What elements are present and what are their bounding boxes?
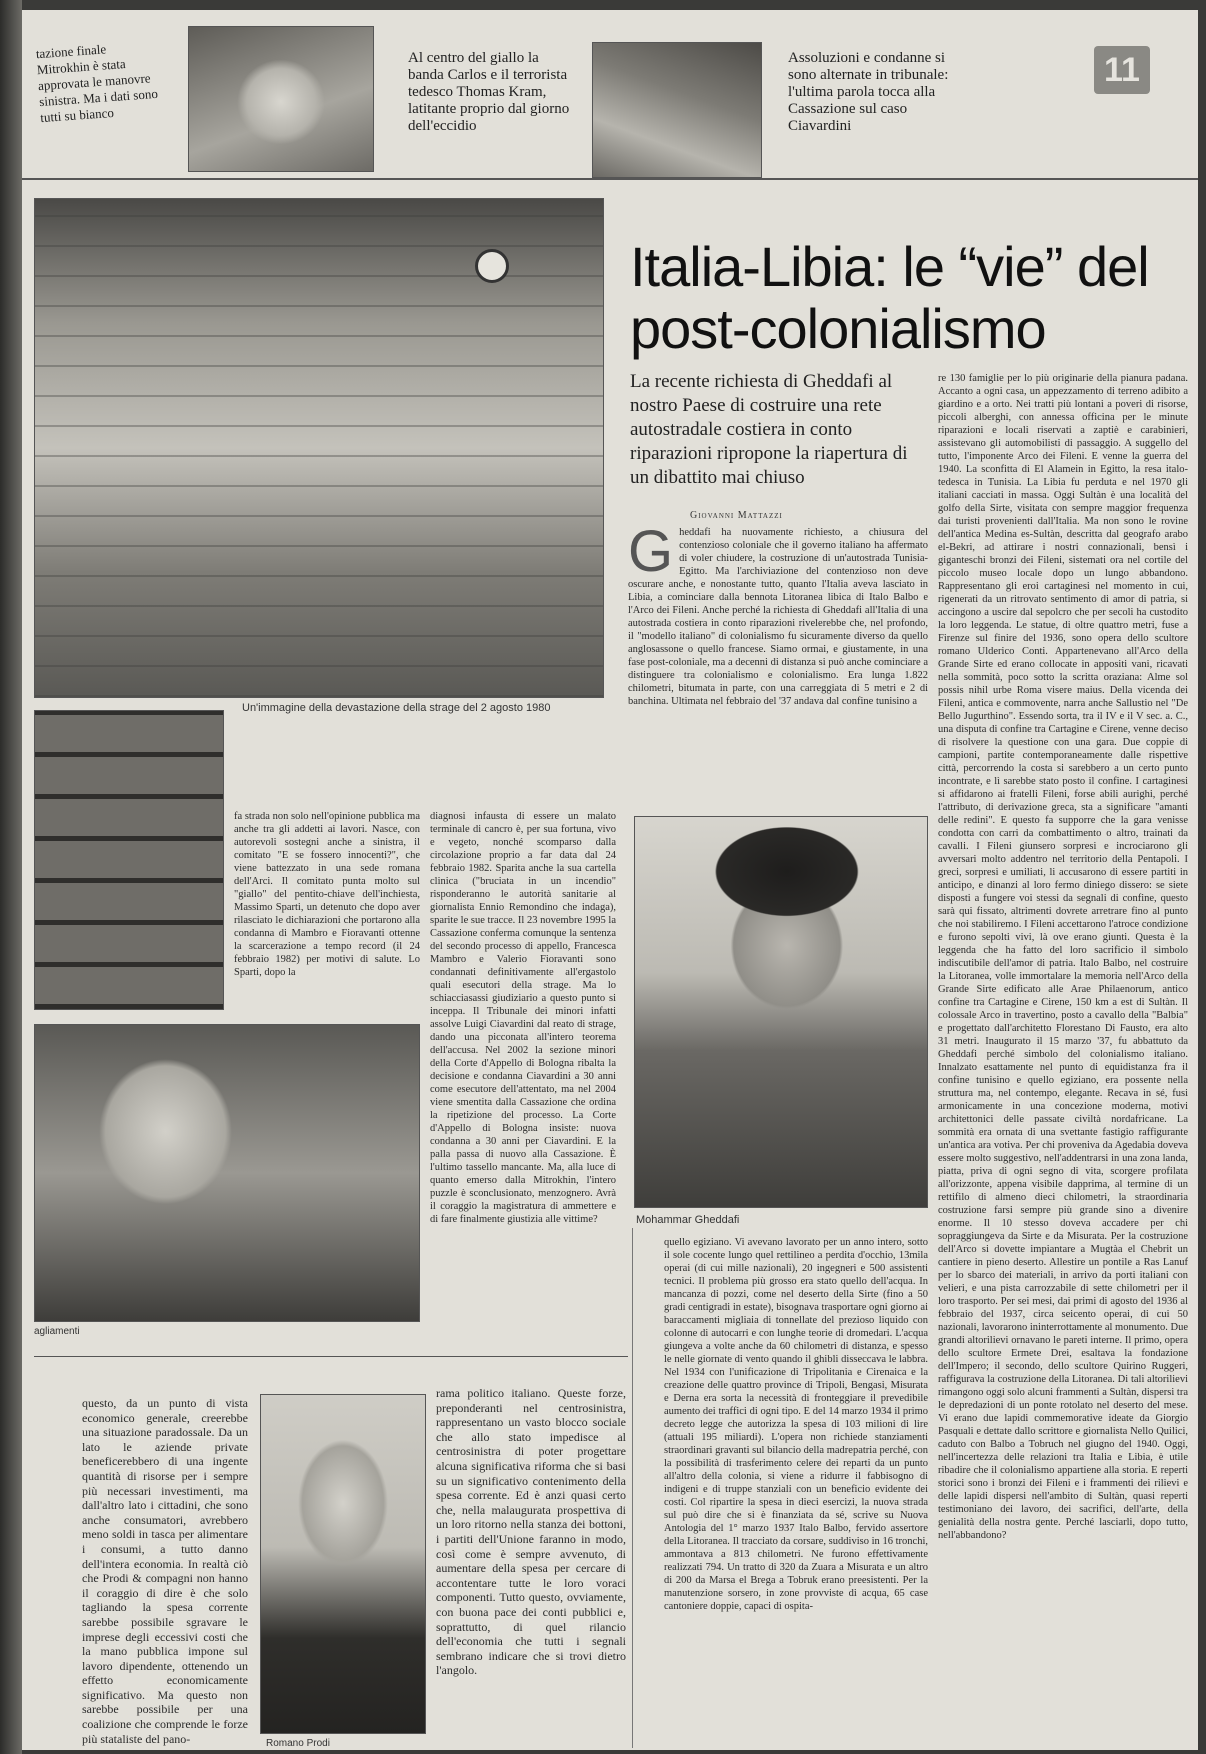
gheddafi-photo xyxy=(634,816,928,1208)
andreotti-caption: agliamenti xyxy=(34,1326,80,1337)
deck: La recente richiesta di Gheddafi al nostro Paese di costruire una rete autostradale costiera in conto riparazioni ripropone la riapertura di un dibattito mai chiuso xyxy=(630,371,908,488)
article-column-1-text: heddafi ha nuovamente richiesto, a chiusura del contenzioso coloniale che il governo italiano ha affermato di voler chiudere, la costruzione di un'autostrada Tunisia-Egitto. Ma l'archiviazione del contenzioso non deve oscurare anche, e nonostante tutto, quanto l'Italia aveva lasciato in Libia, a cominciare dalla bennota Litoranea libica di Italo Balbo e l'Arco dei Fileni. Anche perché la richiesta di Gheddafi all'Italia di una autostrada costiera in conto riparazioni rivelerebbe che, nel profondo, il "modello italiano" di colonialismo fu sicuramente diverso da quello anglosassone o quello francese. Siamo ormai, e giustamente, in una fase post-coloniale, ma a decenni di distanza si può anche cominciare a distinguere tra colonialismo e colonialismo. Era lunga 1.822 chilometri, bitumata in parte, con una carreggiata di 5 metri e 2 di banchina. Ultimata nel febbraio del '37 andava dal confine tunisino a xyxy=(628,527,928,707)
teaser-middle: Al centro del giallo la banda Carlos e il terrorista tedesco Thomas Kram, latitante proprio dal giorno dell'eccidio xyxy=(408,50,570,134)
story3-column-a: questo, da un punto di vista economico generale, creerebbe una situazione paradossale. Da un lato le aziende private beneficerebbero di una ingente quantità di risorse per i sempre più necessari investimenti, ma dall'altro lato i cittadini, che sono anche consumatori, avrebbero meno soldi in tasca per alimentare i consumi, a tutto danno dell'intera economia. In realtà ciò che Prodi & compagni non hanno il coraggio di dire è che solo tagliando la spesa corrente sarebbe possibile sgravare le imprese degli eccessivi costi che la mano pubblica impone sul lavoro dipendente, ottenendo un effetto economicamente significativo. Ma questo non sarebbe possibile per una coalizione che comprende le forze più stataliste del pano- xyxy=(82,1396,248,1746)
byline: Giovanni Mattazzi xyxy=(690,510,783,521)
article-column-3: quello egiziano. Vi avevano lavorato per un anno intero, sotto il sole cocente lungo quel rettilineo a perdita d'occhio, 13mila operai (di cui mille nazionali), 20 ingegneri e 500 assistenti tecnici. Il problema più grosso era stato quello dell'acqua. In mancanza di pozzi, come nel deserto della Sirte (fino a 50 gradi centigradi in estate), bisognava trasportare ogni giorno ai baraccamenti migliaia di tonnellate del prezioso liquido con colonne di autocarri e con lunghe teorie di dromedari. L'acqua giungeva a volte anche da 60 chilometri di distanza, e spesso le nelle giornate di vento quando il ghibli disseccava le labbra. Nel 1934 con l'unificazione di Tripolitania e Cirenaica e la creazione delle quattro province di Tripoli, Bengasi, Misurata e Derna era sorta la necessità di fronteggiare il prevedibile aumento dei traffici di ogni tipo. E del 14 marzo 1934 il primo decreto legge che autorizza la spesa di 103 milioni di lire (attuali 195 miliardi). L'opera non richiede stanziamenti straordinari gravanti sul bilancio della madrepatria perché, con la possibilità di trasferimento celere dei reparti da un punto all'altro della colonia, si viene a ridurre il fabbisogno di indigeni e di truppe stanziali con un beneficio evidente dei costi. Col ripartire la spesa in dieci esercizi, la nuova strada sul può dire che si è finanziata da sé, scrive su Nuova Antologia del 1° marzo 1937 Italo Balbo, fervido assertore della Litoranea. Il tracciato da corsare, suddiviso in 16 tronchi, ammontava a 813 chilometri. Ne furono effettivamente realizzati 794. Un tratto di 320 da Zuara a Misurata e un altro di 200 da Marsa el Brega a Tobruk erano preesistenti. Per la manutenzione sorsero, in zone provviste di acqua, 65 case cantoniere doppie, capaci di ospita- xyxy=(664,1237,928,1612)
headline: Italia-Libia: le “vie” del post-colonialismo xyxy=(630,235,1149,360)
teaser-right: Assoluzioni e condanne si sono alternate in tribunale: l'ultima parola tocca alla Cassazione sul caso Ciavardini xyxy=(788,50,949,134)
story3-column-b: rama politico italiano. Queste forze, preponderanti nel centrosinistra, rappresentano un vasto blocco sociale che allo stato impedisce al centrosinistra di poter progettare alcuna significativa riforma che si basi su un significativo contenimento della spesa corrente. Ed è anzi quasi certo che, nella malaugurata prospettiva di un loro ritorno nella stanza dei bottoni, i partiti dell'Unione faranno in modo, così come è sempre avvenuto, di aumentare della spesa per cercare di accontentare tutte le loro voraci componenti. Tutto questo, ovviamente, con buona pace dei conti pubblici e, soprattutto, di quel rilancio dell'economia che tutti i segnali sembrano indicare che si trovi dietro l'angolo. xyxy=(436,1386,626,1678)
newspaper-page xyxy=(22,10,1198,1750)
station-devastation-photo xyxy=(34,198,604,698)
story2-column-b: diagnosi infausta di essere un malato terminale di cancro è, per sua fortuna, vivo e vegeto, nonché scomparso dalla circolazione proprio a far data dal 24 febbraio 1982. Sparita anche la sua cartella clinica ("bruciata in un incendio" risponderanno le autorità sanitarie al giornalista Ennio Remondino che indaga), sparite le sue tracce. Il 23 novembre 1995 la Cassazione conferma comunque la sentenza del secondo processo di appello, Francesca Mambro e Valerio Fioravanti sono condannati definitivamente all'ergastolo quali esecutori della strage. Ma lo schiacciasassi giudiziario a questo punto si inceppa. Il Tribunale dei minori infatti assolve Luigi Ciavardini dal reato di strage, dando una picconata all'intero teorema dell'accusa. Nel 2002 la sezione minori della Corte d'Appello di Bologna ribalta la decisione e condanna Ciavardini a 30 anni come esecutore dell'attentato, ma nel 2004 viene smentita dalla Cassazione che ordina la ripetizione del processo. La Corte d'Appello di Bologna insiste: nuova condanna a 30 anni per Ciavardini. E la palla passa di nuovo alla Cassazione. È l'ultimo tassello mancante. Ma, alla luce di quanto emerso dalla Mitrokhin, l'intero puzzle è sconclusionato, menzognero. Avrà il coraggio la magistratura di ammettere e di fare finalmente giustizia alle vittime? xyxy=(430,811,616,1225)
lower-rule xyxy=(34,1356,628,1357)
story2-column-a: fa strada non solo nell'opinione pubblica ma anche tra gli addetti ai lavori. Nasce, con autorevoli sostegni anche a sinistra, il comitato "E se fossero innocenti?", che viene battezzato in una sede romana dell'Arci. Il comitato punta molto sul "giallo" del pentito-chiave dell'inchiesta, Massimo Sparti, un detenuto che dopo aver rilasciato le dichiarazioni che portarono alla condanna di Mambro e Fioravanti ottenne la scarcerazione a tempo record (il 24 febbraio 1982) per motivi di salute. Lo Sparti, dopo la xyxy=(234,811,420,978)
andreotti-photo xyxy=(34,1024,420,1322)
teaser-photo-plaque xyxy=(592,42,762,178)
station-clock-icon xyxy=(475,249,509,283)
column-divider xyxy=(632,1228,633,1748)
prodi-photo xyxy=(260,1394,426,1734)
prodi-caption: Romano Prodi xyxy=(266,1738,330,1749)
brick-wall-photo xyxy=(34,710,224,1010)
article-column-2: re 130 famiglie per lo più originarie della pianura padana. Accanto a ogni casa, un appezzamento di terreno adibito a giardino e a orto. Nei tratti più lontani a poveri di risorse, piccoli alberghi, con annessa officina per le minute riparazioni e locali riservati a zaptiè e carabinieri, assistevano gli automobilisti di passaggio. A suggello del tutto, l'imponente Arco dei Fileni. E venne la guerra del 1940. La sconfitta di El Alamein in Egitto, la resa italo-tedesca in Tunisia. La Libia fu perduta e nel 1970 gli italiani cacciati in massa. Oggi Sultàn è una località del golfo della Sirte, visitata con sempre maggior frequenza dai turisti provenienti dall'Italia. Ma non sono le rovine dell'antica Medina es-Sultàn, descritta dal geografo arabo el-Bekri, ad attirare i nostri connazionali, bensì i giganteschi bronzi dei Fileni, sistemati ora nel cortile del piccolo museo locale dopo un lungo abbandono. Rappresentano gli eroi cartaginesi nel momento in cui, rigenerati da un ritrovato sentimento di amor di patria, si accingono a uscire dal sepolcro che per secoli ha custodito la loro leggenda. Le statue, di oltre quattro metri, fuse a Firenze sul finire del 1936, sono opera dello scultore romano Ulderico Conti. Appartenevano all'Arco della Grande Sirte ed erano collocate in appositi vani, ricavati nella sommità, poco sotto la scritta oraziana: Alme sol possis nihil urbe Roma visere maius. Della vicenda dei Fileni, antica e commovente, narra anche Sallustio nel "De Bello Jugurthino". Essendo sorta, tra il IV e il V sec. a. C., una disputa di confine tra Cartagine e Cirene, venne deciso di risolvere la questione con una gara. Due coppie di campioni, partite contemporaneamente dalle rispettive città, percorrendo la costa si sarebbero a un certo punto incontrate, e lì sarebbe stato posto il confine. I cartaginesi si affidarono ai fratelli Fileni, forse abili aurighi, perché l'attributo, di derivazione greca, sta a significare "amanti delle redini". E questo fa supporre che la gara venisse condotta con carri da combattimento o altro, trainati da cavalli. I Fileni giunsero sorpresi e incrociarono gli avversari molto addentro nel territorio della Pentapoli. I greci, sorpresi e umiliati, li accusarono di essere partiti in anticipo, e dinanzi al loro fermo diniego dissero: se siete disposti a fungere voi stessi da segnali di confine, questo sarà qui fissato, altrimenti dovrete arretrare fino al punto che noi stabiliremo. I Fileni accettarono l'atroce condizione e furono sepolti vivi, là ove erano giunti. Questa è la leggenda che ha fatto del loro sacrificio il simbolo indiscutibile dell'amor di patria. Italo Balbo, nel costruire la Litoranea, volle immortalare la memoria nell'Arco della Grande Sirte edificato alle Arae Philaenorum, antico confine tra Cartagine e Cirene, 150 km a est di Sultàn. Il colossale Arco in travertino, posto a cavallo della "Balbia" e progettato dall'architetto Florestano Di Fausto, era alto 31 metri. Inaugurato il 15 marzo '37, fu abbattuto da Gheddafi perché simbolo del colonialismo italiano. Innalzato esattamente nel punto di equidistanza fra il confine tunisino e quello egiziano, era possente nella struttura ma, nel contempo, elegante. Recava in sé, fusi armonicamente in una concezione moderna, motivi architettonici delle passate civiltà nordafricane. La sommità era ornata di una svettante fastigio raffigurante un'antica ara votiva. Per chi proveniva da Agedabia doveva essere molto suggestivo, nell'addentrarsi in una zona landa, piatta, priva di ogni segno di vita, scorgere profilata all'orizzonte, appena visibile dapprima, al termine di un rettifilo di almeno dieci chilometri, la straordinaria costruzione farsi sempre più grande sino a divenire enorme. Il 10 stesso doveva accadere per chi sopraggiungeva da Sirte e da Misurata. Per la costruzione dell'Arco si dovette impiantare a Mugtàa el Chebrit un cantiere in pieno deserto. Allestire un pontile a Ras Lanuf per lo sbarco dei materiali, in arrivo da porti italiani con velieri, e una pista carrozzabile di sette chilometri per il loro trasporto. Per sei mesi, dai primi di agosto del 1936 al febbraio del 1937, circa seicento operai, di cui 50 nazionali, lavorarono ininterrottamente al monumento. Due grandi altorilievi ornavano le pareti interne. Il primo, opera dello scultore Ermete Drei, esaltava la fondazione dell'Impero; il secondo, dello scultore Quirino Ruggeri, raffigurava la costruzione della Litoranea. Di tali altorilievi rimangono oggi solo alcuni frammenti a Sultàn, dispersi tra le depredazioni di un ponte rotolato nel deserto del mese. Vi erano due lapidi commemorative ideate da Giorgio Pasquali e dettate dallo scrittore e giornalista Nello Quilici, caduto con Balbo a Tobruch nel giugno del 1940. Oggi, nell'incertezza delle relazioni tra Italia e Libia, è utile ribadire che il colonialismo appartiene alla storia. E reperti storici sono i bronzi dei Fileni e i frammenti dei rilievi e delle lapidi dispersi nell'ambito di Sultàn, quasi reperti testimoniano dei lavoro, dei sacrifici, dell'arte, della genialità della nostra gente. Perché lasciarli, dopo tutto, nell'abbandono? xyxy=(938,373,1188,1541)
teaser-left: tazione finale Mitrokhin è stata approvata le manovre sinistra. Ma i dati sono tutti su bianco xyxy=(35,41,159,126)
article-column-1 xyxy=(628,526,928,816)
station-photo-caption: Un'immagine della devastazione della strage del 2 agosto 1980 xyxy=(242,702,551,714)
facing-page-edge xyxy=(0,0,22,1754)
dropcap: G xyxy=(628,526,674,584)
top-rule xyxy=(22,178,1198,180)
gheddafi-caption: Mohammar Gheddafi xyxy=(636,1214,740,1226)
teaser-band xyxy=(22,10,1198,182)
teaser-photo-portrait xyxy=(188,26,374,172)
page-number: 11 xyxy=(1094,46,1150,94)
